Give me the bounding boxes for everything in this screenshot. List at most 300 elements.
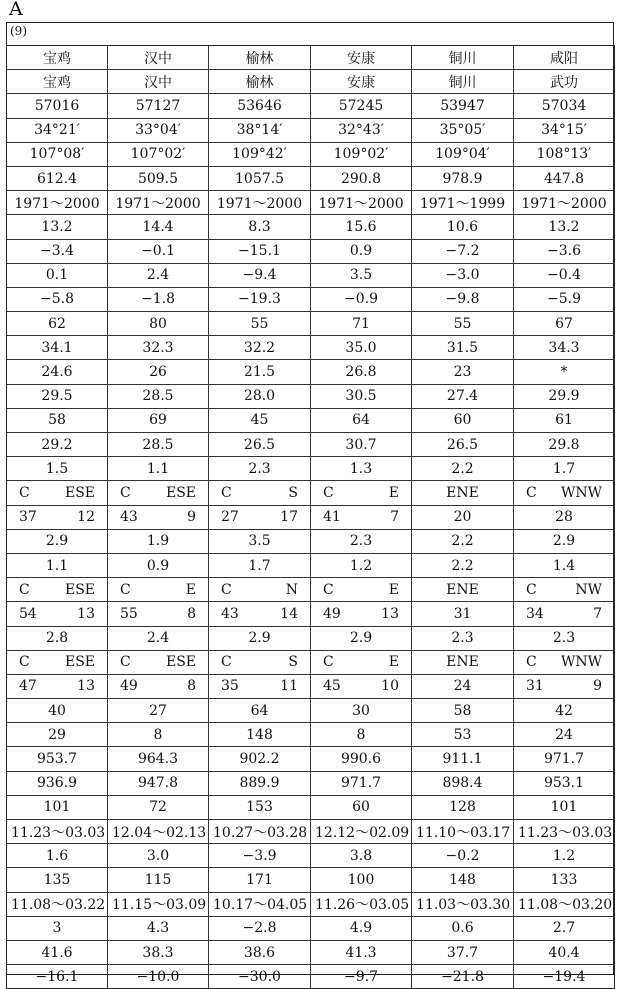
table-row (7, 578, 615, 602)
table-cell: 10.17～04.05 (209, 892, 311, 916)
table-cell: 67 (514, 312, 615, 336)
table-cell: 38°14′ (209, 118, 311, 142)
cell-pair (112, 582, 204, 598)
table-cell: 42 (514, 699, 615, 723)
table-row (7, 166, 615, 190)
table-cell: 2.2 (412, 553, 514, 577)
table-cell: 23 (412, 360, 514, 384)
table-cell (7, 602, 108, 626)
cell-part: C (323, 654, 334, 671)
cell-part: 49 (323, 605, 341, 622)
cell-pair (518, 485, 610, 501)
table-cell (209, 602, 311, 626)
table-cell: 953.1 (514, 771, 615, 795)
cell-part: 27 (221, 509, 239, 526)
table-cell: 铜川 (412, 46, 514, 70)
table-cell: 31.5 (412, 336, 514, 360)
table-cell: 10.27～03.28 (209, 820, 311, 844)
table-cell: 2.3 (514, 626, 615, 650)
table-cell: 57016 (7, 94, 108, 118)
table-cell: 889.9 (209, 771, 311, 795)
table-cell: 1.6 (7, 844, 108, 868)
table-cell: 3.8 (311, 844, 412, 868)
table-cell: 3.5 (311, 263, 412, 287)
table-cell: 铜川 (412, 70, 514, 94)
cell-pair (315, 606, 407, 622)
table-cell: 911.1 (412, 747, 514, 771)
table-cell: −0.9 (311, 287, 412, 311)
table-cell: 40.4 (514, 940, 615, 964)
cell-pair (315, 582, 407, 598)
table-cell: 24 (412, 674, 514, 698)
table-cell: 1.2 (514, 844, 615, 868)
table-cell: −5.8 (7, 287, 108, 311)
table-cell: 290.8 (311, 166, 412, 190)
cell-part: 13 (381, 605, 399, 622)
table-cell: 12.04～02.13 (108, 820, 209, 844)
table-cell (514, 481, 615, 505)
cell-pair (315, 678, 407, 694)
cell-part: C (323, 581, 334, 598)
table-cell: 101 (514, 795, 615, 819)
table-cell: 32.3 (108, 336, 209, 360)
cell-part: 55 (120, 605, 138, 622)
table-cell: −3.4 (7, 239, 108, 263)
table-cell: 榆林 (209, 46, 311, 70)
table-cell: 902.2 (209, 747, 311, 771)
table-row (7, 94, 615, 118)
table-cell: 109°04′ (412, 142, 514, 166)
cell-part: E (388, 484, 399, 501)
cell-part: 9 (593, 678, 602, 695)
table-row (7, 215, 615, 239)
table-cell: 安康 (311, 46, 412, 70)
table-cell: 1057.5 (209, 166, 311, 190)
table-cell: 3.0 (108, 844, 209, 868)
cell-pair (315, 654, 407, 670)
table-cell: 135 (7, 868, 108, 892)
table-cell: 55 (412, 312, 514, 336)
table-cell: 15.6 (311, 215, 412, 239)
table-row (7, 384, 615, 408)
table-cell: 28.5 (108, 433, 209, 457)
table-cell (311, 505, 412, 529)
table-cell: 3 (7, 916, 108, 940)
table-cell: 30.5 (311, 384, 412, 408)
table-cell: 11.15～03.09 (108, 892, 209, 916)
table-row (7, 46, 615, 70)
table-row (7, 529, 615, 553)
cell-part: 8 (187, 605, 196, 622)
table-cell (108, 481, 209, 505)
table-row (7, 553, 615, 577)
table-cell: −5.9 (514, 287, 615, 311)
table-cell: 35°05′ (412, 118, 514, 142)
table-cell: 29.8 (514, 433, 615, 457)
table-cell: 57127 (108, 94, 209, 118)
cell-pair (518, 678, 610, 694)
table-cell: 53 (412, 723, 514, 747)
table-cell: 8 (108, 723, 209, 747)
table-cell: 宝鸡 (7, 70, 108, 94)
table-cell: 947.8 (108, 771, 209, 795)
table-cell: 60 (412, 408, 514, 432)
table-cell: −9.4 (209, 263, 311, 287)
table-cell: −2.8 (209, 916, 311, 940)
table-cell: 咸阳 (514, 46, 615, 70)
table-cell: 1971～2000 (108, 191, 209, 215)
cell-pair (11, 582, 103, 598)
table-cell (108, 505, 209, 529)
table-cell: 2.3 (412, 626, 514, 650)
table-cell: 1.2 (311, 553, 412, 577)
cell-pair (518, 606, 610, 622)
table-cell: 32.2 (209, 336, 311, 360)
cell-part: C (526, 581, 537, 598)
table-cell: 28 (514, 505, 615, 529)
table-cell (311, 674, 412, 698)
table-cell: 1.5 (7, 457, 108, 481)
table-cell (108, 602, 209, 626)
table-cell: 35.0 (311, 336, 412, 360)
table-cell: 2.9 (209, 626, 311, 650)
cell-part: 17 (280, 509, 298, 526)
table-cell: 8 (311, 723, 412, 747)
cell-part: C (221, 581, 232, 598)
table-cell: 101 (7, 795, 108, 819)
table-cell: 1.3 (311, 457, 412, 481)
table-cell: 1971～2000 (209, 191, 311, 215)
cell-pair (213, 606, 306, 622)
cell-pair (213, 582, 306, 598)
cell-part: S (288, 654, 298, 671)
table-cell: 26.5 (209, 433, 311, 457)
table-row (7, 650, 615, 674)
cell-pair (213, 678, 306, 694)
cell-part: 35 (221, 678, 239, 695)
table-cell: −16.1 (7, 965, 108, 989)
table-cell: 28.5 (108, 384, 209, 408)
table-cell: 115 (108, 868, 209, 892)
table-row (7, 118, 615, 142)
table-cell: 107°08′ (7, 142, 108, 166)
cell-part: ESE (165, 484, 196, 501)
table-row (7, 674, 615, 698)
table-cell: 60 (311, 795, 412, 819)
table-cell (311, 578, 412, 602)
table-cell: 148 (412, 868, 514, 892)
cell-part: 14 (280, 605, 298, 622)
cell-part: 54 (19, 605, 37, 622)
cell-part: E (388, 581, 399, 598)
table-cell: 14.4 (108, 215, 209, 239)
cell-pair (213, 654, 306, 670)
table-cell: −3.0 (412, 263, 514, 287)
climate-data-table (6, 45, 615, 989)
table-cell: 11.08～03.20 (514, 892, 615, 916)
table-cell: 24.6 (7, 360, 108, 384)
table-cell: 109°02′ (311, 142, 412, 166)
table-cell: 100 (311, 868, 412, 892)
table-cell (209, 674, 311, 698)
table-cell (108, 578, 209, 602)
table-cell: 447.8 (514, 166, 615, 190)
table-row (7, 844, 615, 868)
table-cell: 26 (108, 360, 209, 384)
cell-part: 9 (187, 509, 196, 526)
table-cell: 12.12～02.09 (311, 820, 412, 844)
cell-part: E (388, 654, 399, 671)
cell-part: 43 (221, 605, 239, 622)
cell-pair (112, 678, 204, 694)
cell-part: 47 (19, 678, 37, 695)
table-cell: 58 (7, 408, 108, 432)
table-cell: 29.9 (514, 384, 615, 408)
table-cell: 武功 (514, 70, 615, 94)
table-cell: 24 (514, 723, 615, 747)
table-row (7, 263, 615, 287)
table-cell: 57245 (311, 94, 412, 118)
table-cell: 29 (7, 723, 108, 747)
table-cell: −9.7 (311, 965, 412, 989)
table-cell: −30.0 (209, 965, 311, 989)
table-cell (7, 650, 108, 674)
table-cell (311, 481, 412, 505)
table-cell: 57034 (514, 94, 615, 118)
table-row (7, 771, 615, 795)
table-cell (209, 481, 311, 505)
table-row (7, 239, 615, 263)
table-row (7, 820, 615, 844)
table-cell (311, 602, 412, 626)
cell-part: WNW (560, 654, 602, 671)
table-cell: 13.2 (514, 215, 615, 239)
table-cell: −0.1 (108, 239, 209, 263)
table-cell: 34.1 (7, 336, 108, 360)
cell-pair (11, 485, 103, 501)
table-cell (108, 650, 209, 674)
table-cell: 11.08～03.22 (7, 892, 108, 916)
table-row (7, 795, 615, 819)
table-cell: 10.6 (412, 215, 514, 239)
cell-part: 8 (187, 678, 196, 695)
cell-pair (112, 509, 204, 525)
table-cell: 11.03～03.30 (412, 892, 514, 916)
table-cell: ENE (412, 578, 514, 602)
table-cell: 1.9 (108, 529, 209, 553)
table-cell: 11.23～03.03 (514, 820, 615, 844)
table-cell: 58 (412, 699, 514, 723)
table-cell (514, 602, 615, 626)
table-cell: 11.26～03.05 (311, 892, 412, 916)
table-cell: 2.4 (108, 626, 209, 650)
cell-part: 10 (381, 678, 399, 695)
table-row (7, 433, 615, 457)
table-row (7, 360, 615, 384)
table-cell: 62 (7, 312, 108, 336)
table-cell: 612.4 (7, 166, 108, 190)
table-row (7, 916, 615, 940)
table-cell: 148 (209, 723, 311, 747)
table-cell: 55 (209, 312, 311, 336)
table-cell: 41.6 (7, 940, 108, 964)
table-cell: 45 (209, 408, 311, 432)
cell-part: 41 (323, 509, 341, 526)
table-cell: 0.1 (7, 263, 108, 287)
table-cell: −19.3 (209, 287, 311, 311)
table-cell (209, 505, 311, 529)
table-cell: −21.8 (412, 965, 514, 989)
table-cell: −3.6 (514, 239, 615, 263)
table-cell: 汉中 (108, 46, 209, 70)
table-cell: 0.9 (108, 553, 209, 577)
table-cell: −15.1 (209, 239, 311, 263)
table-cell (108, 674, 209, 698)
table-row (7, 312, 615, 336)
table-cell: 2.9 (311, 626, 412, 650)
table-cell: 安康 (311, 70, 412, 94)
table-row (7, 602, 615, 626)
cell-part: WNW (560, 484, 602, 501)
table-row (7, 408, 615, 432)
table-cell: 53947 (412, 94, 514, 118)
table-cell: 990.6 (311, 747, 412, 771)
cell-pair (213, 509, 306, 525)
cell-pair (11, 654, 103, 670)
table-row (7, 287, 615, 311)
table-cell: 107°02′ (108, 142, 209, 166)
table-cell: 128 (412, 795, 514, 819)
table-row (7, 505, 615, 529)
table-cell: −1.8 (108, 287, 209, 311)
table-row (7, 965, 615, 989)
cell-part: C (526, 484, 537, 501)
cell-part: 7 (593, 605, 602, 622)
cell-part: N (285, 581, 298, 598)
table-cell: −0.4 (514, 263, 615, 287)
cell-part: 37 (19, 509, 37, 526)
cell-part: ESE (64, 484, 95, 501)
cell-part: ESE (64, 654, 95, 671)
cell-part: C (221, 654, 232, 671)
table-cell (209, 650, 311, 674)
cell-part: 43 (120, 509, 138, 526)
table-cell (311, 650, 412, 674)
table-cell: 27.4 (412, 384, 514, 408)
table-cell: 28.0 (209, 384, 311, 408)
cell-part: C (120, 484, 131, 501)
cell-part: ESE (64, 581, 95, 598)
table-cell: 2.8 (7, 626, 108, 650)
table-cell: 37.7 (412, 940, 514, 964)
cell-part: 34 (526, 605, 544, 622)
table-cell: 509.5 (108, 166, 209, 190)
table-row (7, 336, 615, 360)
table-cell: * (514, 360, 615, 384)
table-cell: 1.7 (209, 553, 311, 577)
cell-pair (112, 606, 204, 622)
table-cell (7, 505, 108, 529)
table-cell: 1971～2000 (7, 191, 108, 215)
table-cell: 29.2 (7, 433, 108, 457)
cell-part: 49 (120, 678, 138, 695)
cell-pair (213, 485, 306, 501)
table-row (7, 868, 615, 892)
section-number: (9) (10, 24, 27, 38)
table-cell: 8.3 (209, 215, 311, 239)
table-row (7, 723, 615, 747)
table-row (7, 699, 615, 723)
table-cell: 80 (108, 312, 209, 336)
table-cell: −10.0 (108, 965, 209, 989)
table-cell: 108°13′ (514, 142, 615, 166)
table-cell: −3.9 (209, 844, 311, 868)
table-cell: 2.3 (209, 457, 311, 481)
table-cell (7, 674, 108, 698)
cell-pair (518, 654, 610, 670)
table-cell: ENE (412, 650, 514, 674)
table-cell: 1971～2000 (311, 191, 412, 215)
cell-part: 13 (77, 605, 95, 622)
cell-part: 31 (526, 678, 544, 695)
cell-part: S (288, 484, 298, 501)
cell-part: 11 (280, 678, 298, 695)
table-row (7, 481, 615, 505)
table-cell: 38.3 (108, 940, 209, 964)
table-cell: 64 (311, 408, 412, 432)
cell-part: C (323, 484, 334, 501)
table-row (7, 940, 615, 964)
table-cell: 133 (514, 868, 615, 892)
table-row (7, 70, 615, 94)
table-cell: 32°43′ (311, 118, 412, 142)
table-cell: 72 (108, 795, 209, 819)
cell-part: ESE (165, 654, 196, 671)
table-cell: ENE (412, 481, 514, 505)
table-cell: 34°15′ (514, 118, 615, 142)
table-cell: 4.3 (108, 916, 209, 940)
table-row (7, 747, 615, 771)
cell-part: C (19, 581, 30, 598)
table-cell: 宝鸡 (7, 46, 108, 70)
table-cell: 13.2 (7, 215, 108, 239)
table-cell: 64 (209, 699, 311, 723)
table-cell: −9.8 (412, 287, 514, 311)
table-cell: 2.4 (108, 263, 209, 287)
table-cell: 34°21′ (7, 118, 108, 142)
table-cell: −7.2 (412, 239, 514, 263)
table-cell: 41.3 (311, 940, 412, 964)
table-cell: 1971～2000 (514, 191, 615, 215)
table-row (7, 457, 615, 481)
cell-pair (112, 485, 204, 501)
cell-part: C (221, 484, 232, 501)
table-cell: 978.9 (412, 166, 514, 190)
cell-pair (11, 606, 103, 622)
table-row (7, 892, 615, 916)
cell-part: 12 (77, 509, 95, 526)
table-cell: 4.9 (311, 916, 412, 940)
cell-pair (112, 654, 204, 670)
table-row (7, 626, 615, 650)
table-cell: 33°04′ (108, 118, 209, 142)
table-cell: 1971～1999 (412, 191, 514, 215)
table-cell: 11.23～03.03 (7, 820, 108, 844)
table-cell: 汉中 (108, 70, 209, 94)
table-cell: 26.8 (311, 360, 412, 384)
table-cell: 38.6 (209, 940, 311, 964)
table-cell: 2.3 (311, 529, 412, 553)
